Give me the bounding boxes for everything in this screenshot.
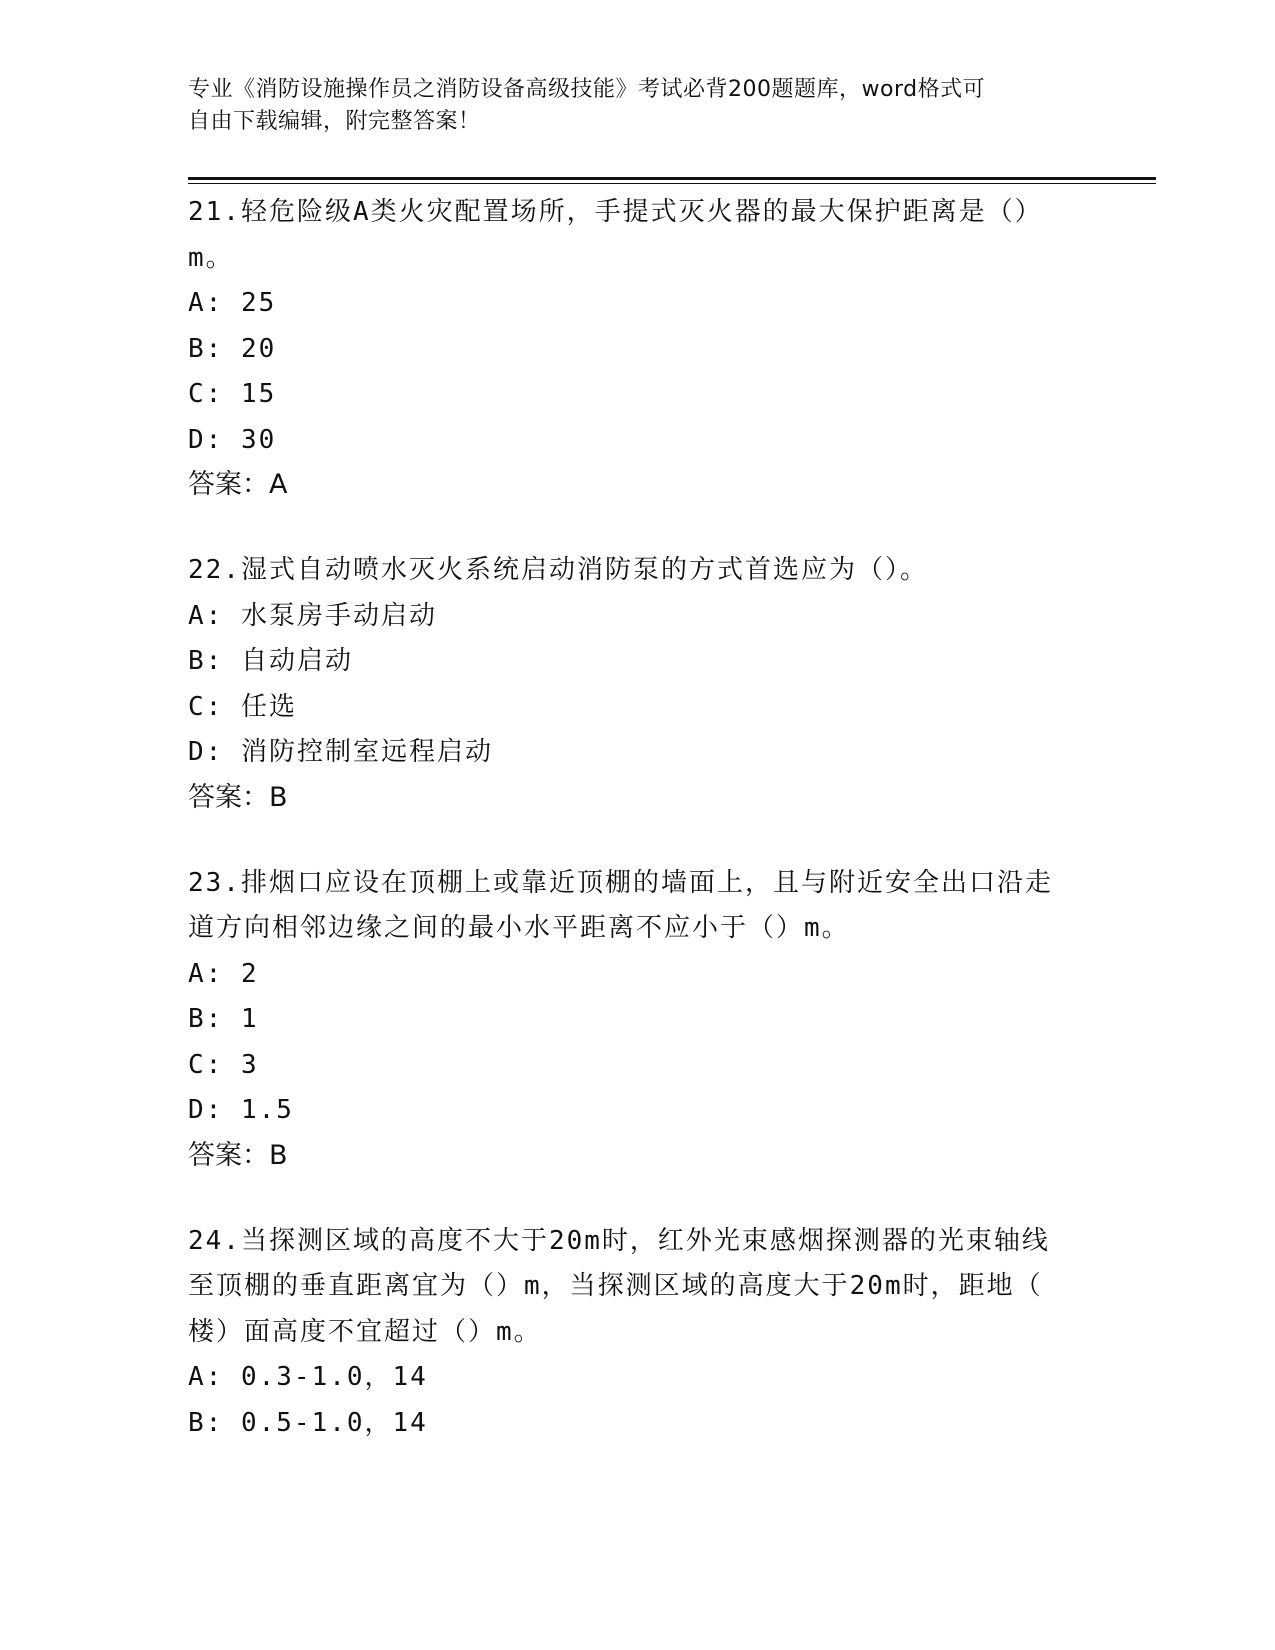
header-line-2: 自由下载编辑，附完整答案！ <box>188 109 481 134</box>
option-c: C: 15 <box>188 379 277 409</box>
question-stem: 楼）面高度不宜超过（）m。 <box>188 1316 542 1347</box>
option-c: C: 任选 <box>188 691 297 722</box>
question-stem: 至顶棚的垂直距离宜为（）m，当探测区域的高度大于20m时，距地（ <box>188 1271 1043 1301</box>
question-21 <box>188 190 1088 507</box>
answer: 答案：A <box>188 469 288 500</box>
answer: 答案：B <box>188 1139 288 1171</box>
question-23 <box>188 861 1088 1178</box>
question-24 <box>188 1219 1088 1447</box>
question-stem: 道方向相邻边缘之间的最小水平距离不应小于（）m。 <box>188 913 850 943</box>
header-line-1: 专业《消防设施操作员之消防设备高级技能》考试必背200题题库，word格式可 <box>188 77 986 102</box>
option-b: B: 0.5-1.0，14 <box>188 1407 428 1438</box>
option-a: A: 水泵房手动启动 <box>188 600 437 631</box>
option-d: D: 30 <box>188 424 277 455</box>
header-rule-thin <box>188 183 1156 184</box>
question-stem: 21.轻危险级A类火灾配置场所，手提式灭火器的最大保护距离是（） <box>188 197 1043 227</box>
question-22 <box>188 548 1088 820</box>
option-a: A: 2 <box>188 958 259 989</box>
option-b: B: 自动启动 <box>188 646 353 676</box>
option-c: C: 3 <box>188 1049 259 1080</box>
option-d: D: 消防控制室远程启动 <box>188 737 493 767</box>
question-stem: 23.排烟口应设在顶棚上或靠近顶棚的墙面上，且与附近安全出口沿走 <box>188 867 1053 898</box>
option-d: D: 1.5 <box>188 1095 294 1125</box>
option-b: B: 1 <box>188 1004 259 1034</box>
answer: 答案：B <box>188 781 288 813</box>
question-stem: 22.湿式自动喷水灭火系统启动消防泵的方式首选应为（）。 <box>188 555 928 585</box>
option-a: A: 25 <box>188 288 277 318</box>
document-header <box>188 74 1068 138</box>
option-b: B: 20 <box>188 333 277 364</box>
question-stem: m。 <box>188 242 234 273</box>
question-stem: 24.当探测区域的高度不大于20m时，红外光束感烟探测器的光束轴线 <box>188 1225 1050 1256</box>
header-rule-thick <box>188 177 1156 180</box>
question-list <box>188 190 1088 1487</box>
option-a: A: 0.3-1.0，14 <box>188 1362 428 1392</box>
